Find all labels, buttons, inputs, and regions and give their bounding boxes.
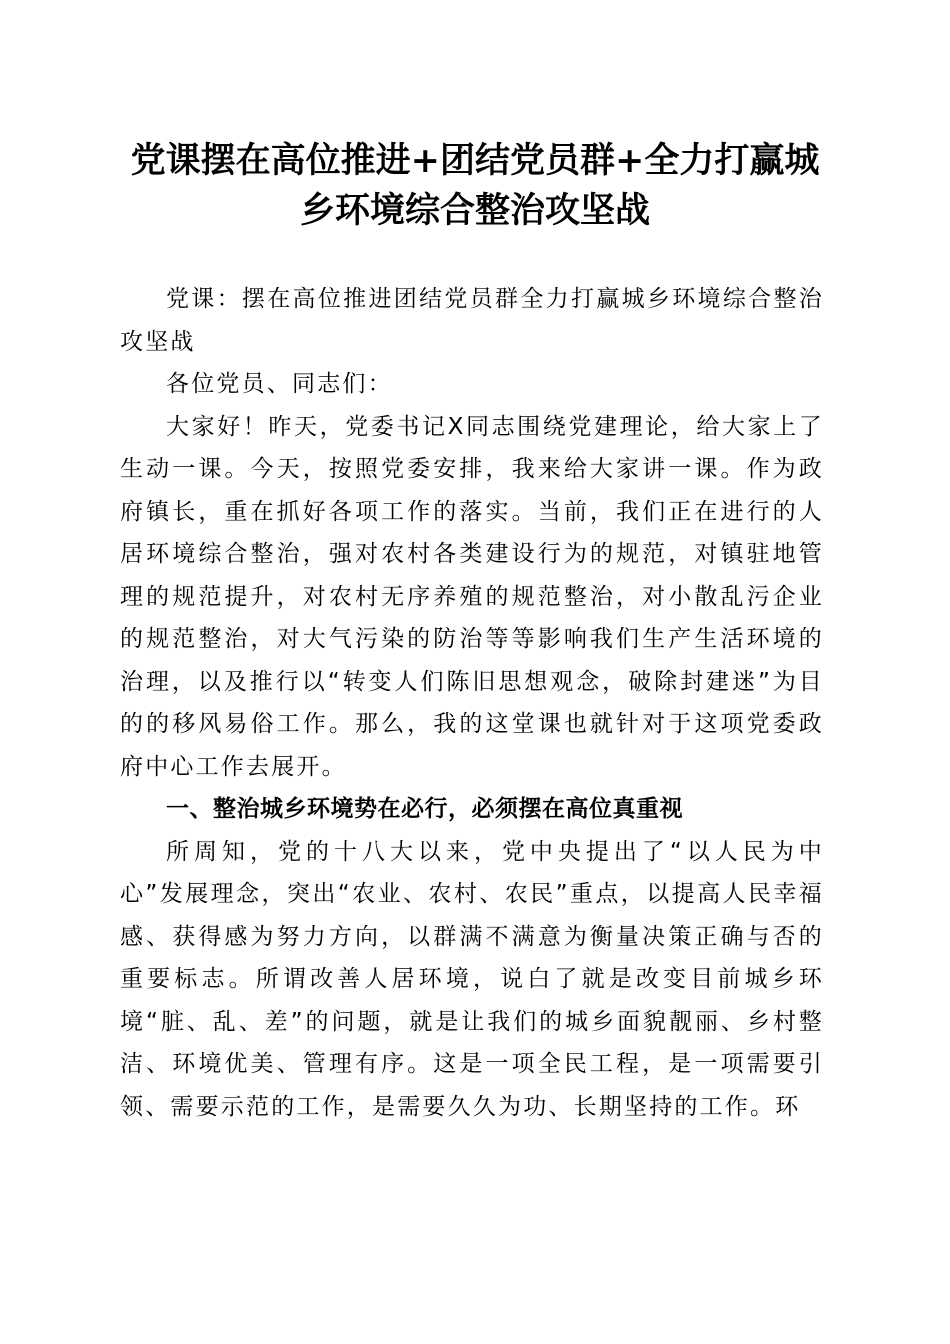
document-title bbox=[100, 136, 850, 236]
title-line-1: 党课摆在高位推进+团结党员群+全力打赢城 bbox=[130, 140, 820, 181]
opening-paragraph: 大家好！昨天，党委书记X同志围绕党建理论，给大家上了生动一课。今天，按照党委安排，我来给大家讲一课。作为政府镇长，重在抓好各项工作的落实。当前，我们正在进行的人居环境综合整治，强对农村各类建设行为的规范，对镇驻地管理的规范提升，对农村无序养殖的规范整治，对小散乱污企业的规范整治，对大气污染的防治等等影响我们生产生活环境的治理，以及推行以“转变人们陈旧思想观念，破除封建迷”为目的的移风易俗工作。那么，我的这堂课也就针对于这项党委政府中心工作去展开。 bbox=[120, 413, 824, 780]
lecture-subtitle-paragraph: 党课：摆在高位推进团结党员群全力打赢城乡环境综合整治攻坚战 bbox=[120, 286, 824, 355]
section-paragraph: 所周知，党的十八大以来，党中央提出了“以人民为中心”发展理念，突出“农业、农村、农民”重点，以提高人民幸福感、获得感为努力方向，以群满不满意为衡量决策正确与否的重要标志。所谓改善人居环境，说白了就是改变目前城乡环境“脏、乱、差”的问题，就是让我们的城乡面貌靓丽、乡村整洁、环境优美、管理有序。这是一项全民工程，是一项需要引领、需要示范的工作，是需要久久为功、长期坚持的工作。环 bbox=[120, 838, 824, 1120]
title-line-2: 乡环境综合整治攻坚战 bbox=[299, 190, 650, 231]
document-body bbox=[120, 278, 824, 1128]
section-heading: 一、整治城乡环境势在必行，必须摆在高位真重视 bbox=[166, 796, 683, 822]
salutation-paragraph: 各位党员、同志们： bbox=[166, 371, 393, 397]
